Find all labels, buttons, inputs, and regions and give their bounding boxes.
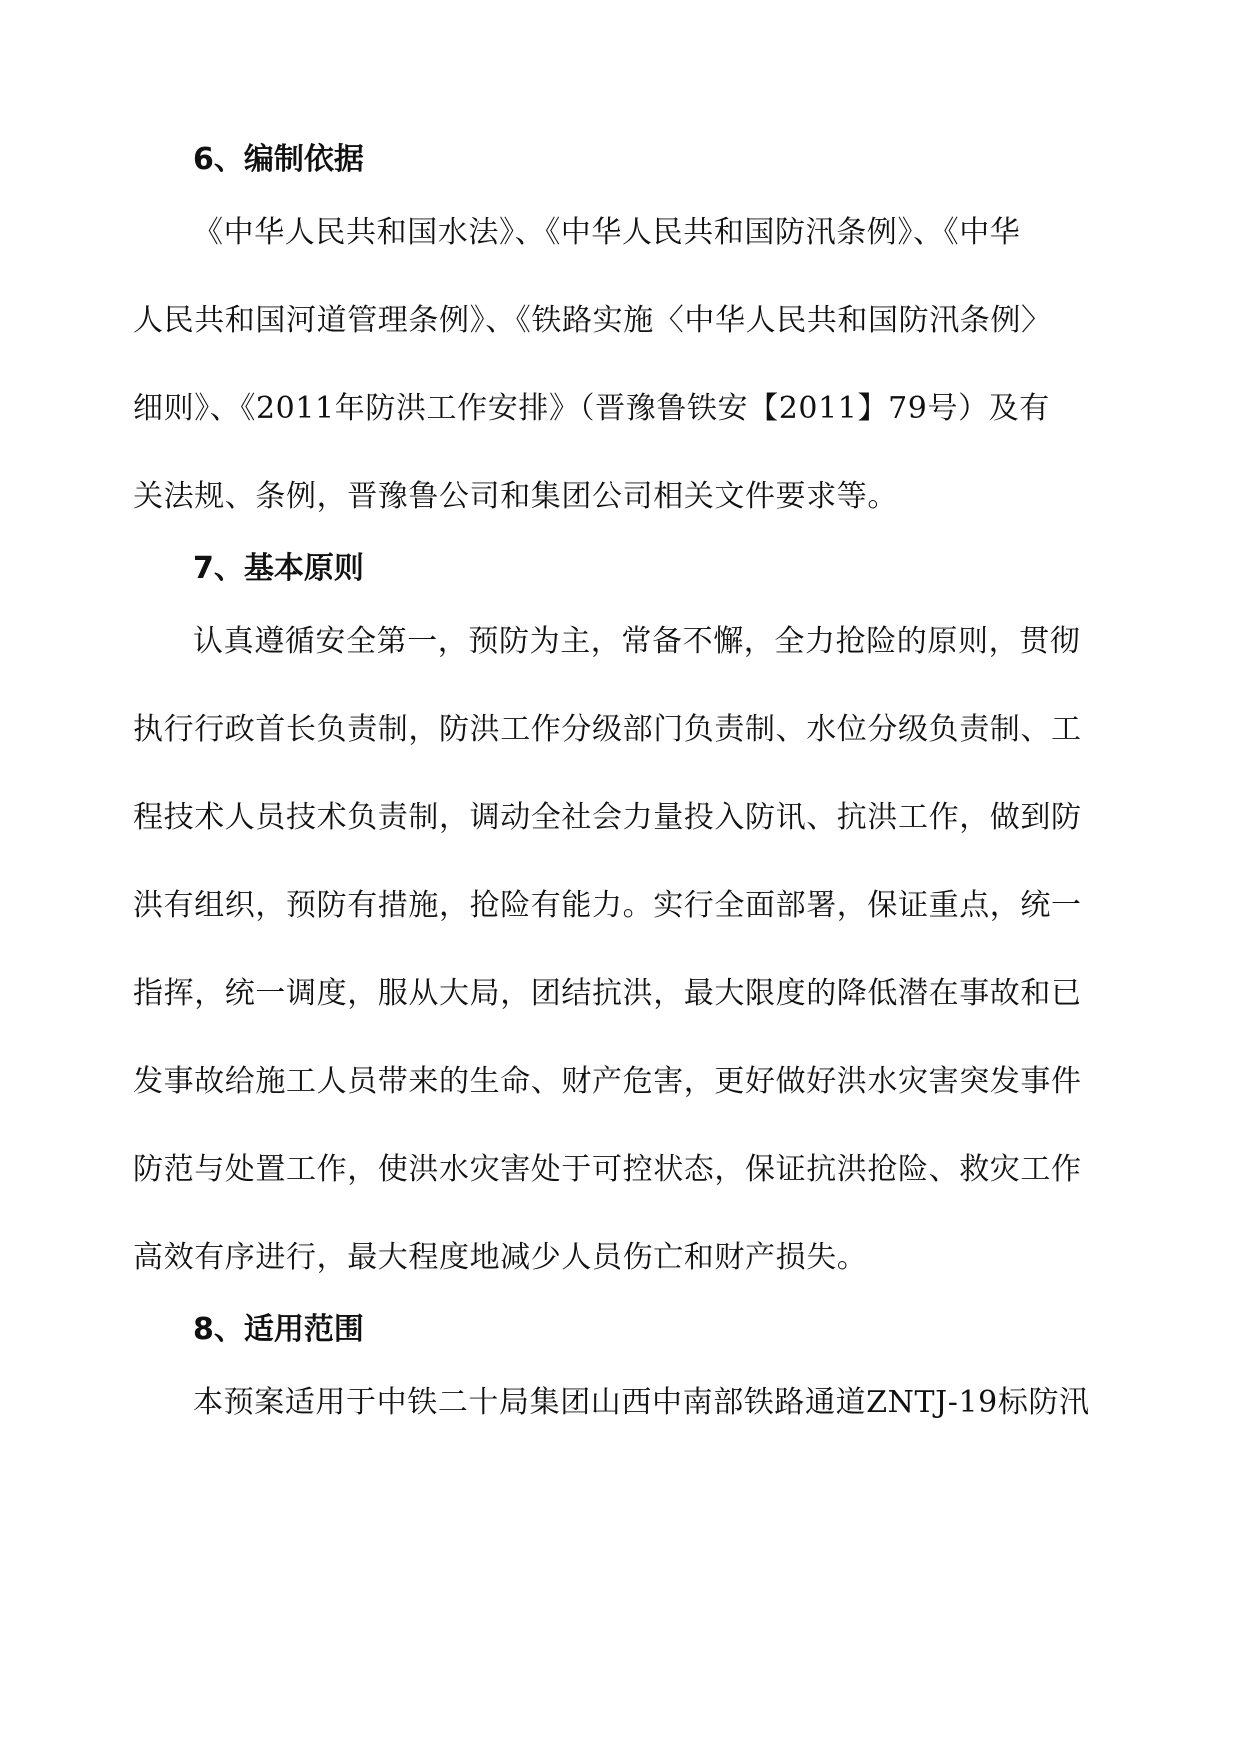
section-8-line-1: 本预案适用于中铁二十局集团山西中南部铁路通道ZNTJ-19标防汛	[193, 1385, 1090, 1420]
section-7-line-6: 发事故给施工人员带来的生命、财产危害，更好做好洪水灾害突发事件	[133, 1064, 1082, 1099]
section-6-line-3: 细则》、《2011年防洪工作安排》（晋豫鲁铁安【2011】79号）及有	[133, 391, 1050, 426]
section-7-line-1: 认真遵循安全第一，预防为主，常备不懈，全力抢险的原则，贯彻	[193, 624, 1081, 659]
section-8-heading: 8、适用范围	[193, 1312, 364, 1347]
section-6-line-4: 关法规、条例，晋豫鲁公司和集团公司相关文件要求等。	[133, 479, 898, 514]
section-6-line-1: 《中华人民共和国水法》、《中华人民共和国防汛条例》、《中华	[193, 215, 1021, 250]
section-7-line-2: 执行行政首长负责制，防洪工作分级部门负责制、水位分级负责制、工	[133, 712, 1082, 747]
section-6-line-2: 人民共和国河道管理条例》、《铁路实施〈中华人民共和国防汛条例〉	[133, 303, 1052, 338]
section-7-line-5: 指挥，统一调度，服从大局，团结抗洪，最大限度的降低潜在事故和已	[133, 976, 1082, 1011]
section-7-heading: 7、基本原则	[193, 551, 364, 586]
section-7-line-4: 洪有组织，预防有措施，抢险有能力。实行全面部署，保证重点，统一	[133, 888, 1082, 923]
section-7-line-7: 防范与处置工作，使洪水灾害处于可控状态，保证抗洪抢险、救灾工作	[133, 1152, 1082, 1187]
section-7-line-8: 高效有序进行，最大程度地减少人员伤亡和财产损失。	[133, 1240, 868, 1275]
section-7-line-3: 程技术人员技术负责制，调动全社会力量投入防讯、抗洪工作，做到防	[133, 800, 1082, 835]
section-6-heading: 6、编制依据	[193, 142, 364, 177]
